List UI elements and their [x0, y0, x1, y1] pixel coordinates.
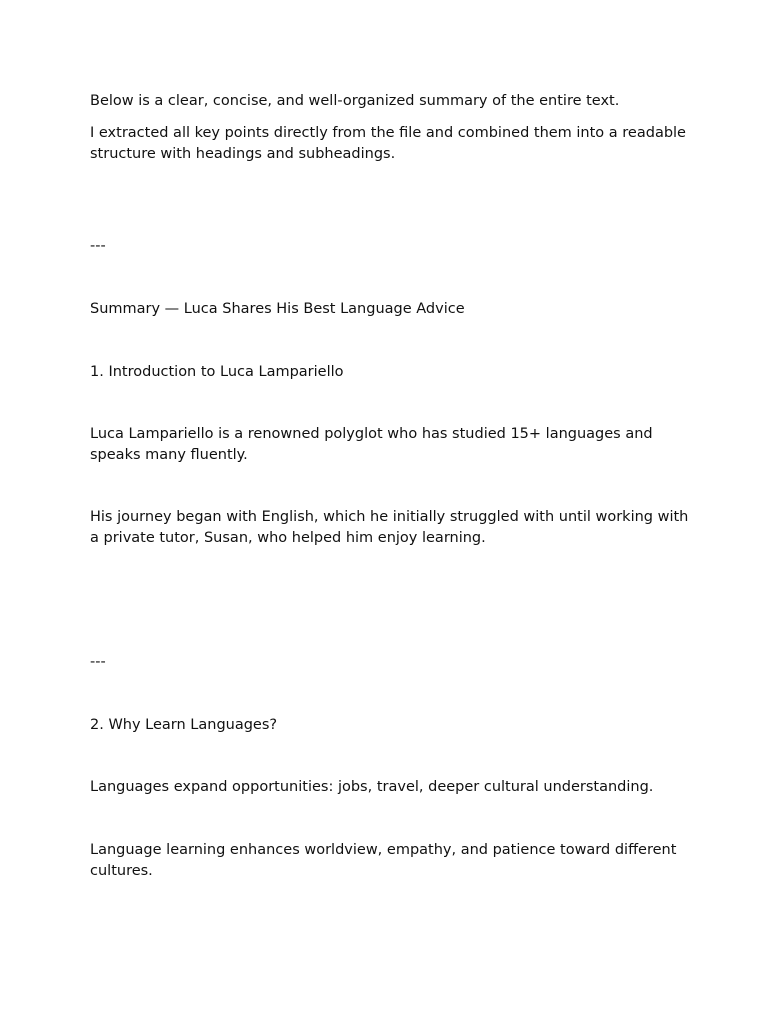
- document-title: Summary — Luca Shares His Best Language Advice: [90, 301, 465, 317]
- section-2-paragraph-1: Languages expand opportunities: jobs, travel, deeper cultural understanding.: [90, 779, 654, 795]
- section-1-heading: 1. Introduction to Luca Lampariello: [90, 364, 344, 380]
- separator-1: ---: [90, 238, 106, 254]
- intro-line-1: Below is a clear, concise, and well-organized summary of the entire text.: [90, 93, 620, 109]
- section-1-paragraph-2: His journey began with English, which he initially struggled with until working with a private tutor, Susan, who helped him enjoy learning.: [90, 509, 693, 546]
- section-1-paragraph-1: Luca Lampariello is a renowned polyglot who has studied 15+ languages and speaks many fluently.: [90, 426, 658, 463]
- intro-line-2: I extracted all key points directly from the file and combined them into a readable structure with headings and subheadings.: [90, 125, 691, 162]
- section-2-paragraph-2: Language learning enhances worldview, empathy, and patience toward different cultures.: [90, 842, 682, 879]
- section-2-heading: 2. Why Learn Languages?: [90, 717, 278, 733]
- separator-2: ---: [90, 654, 106, 670]
